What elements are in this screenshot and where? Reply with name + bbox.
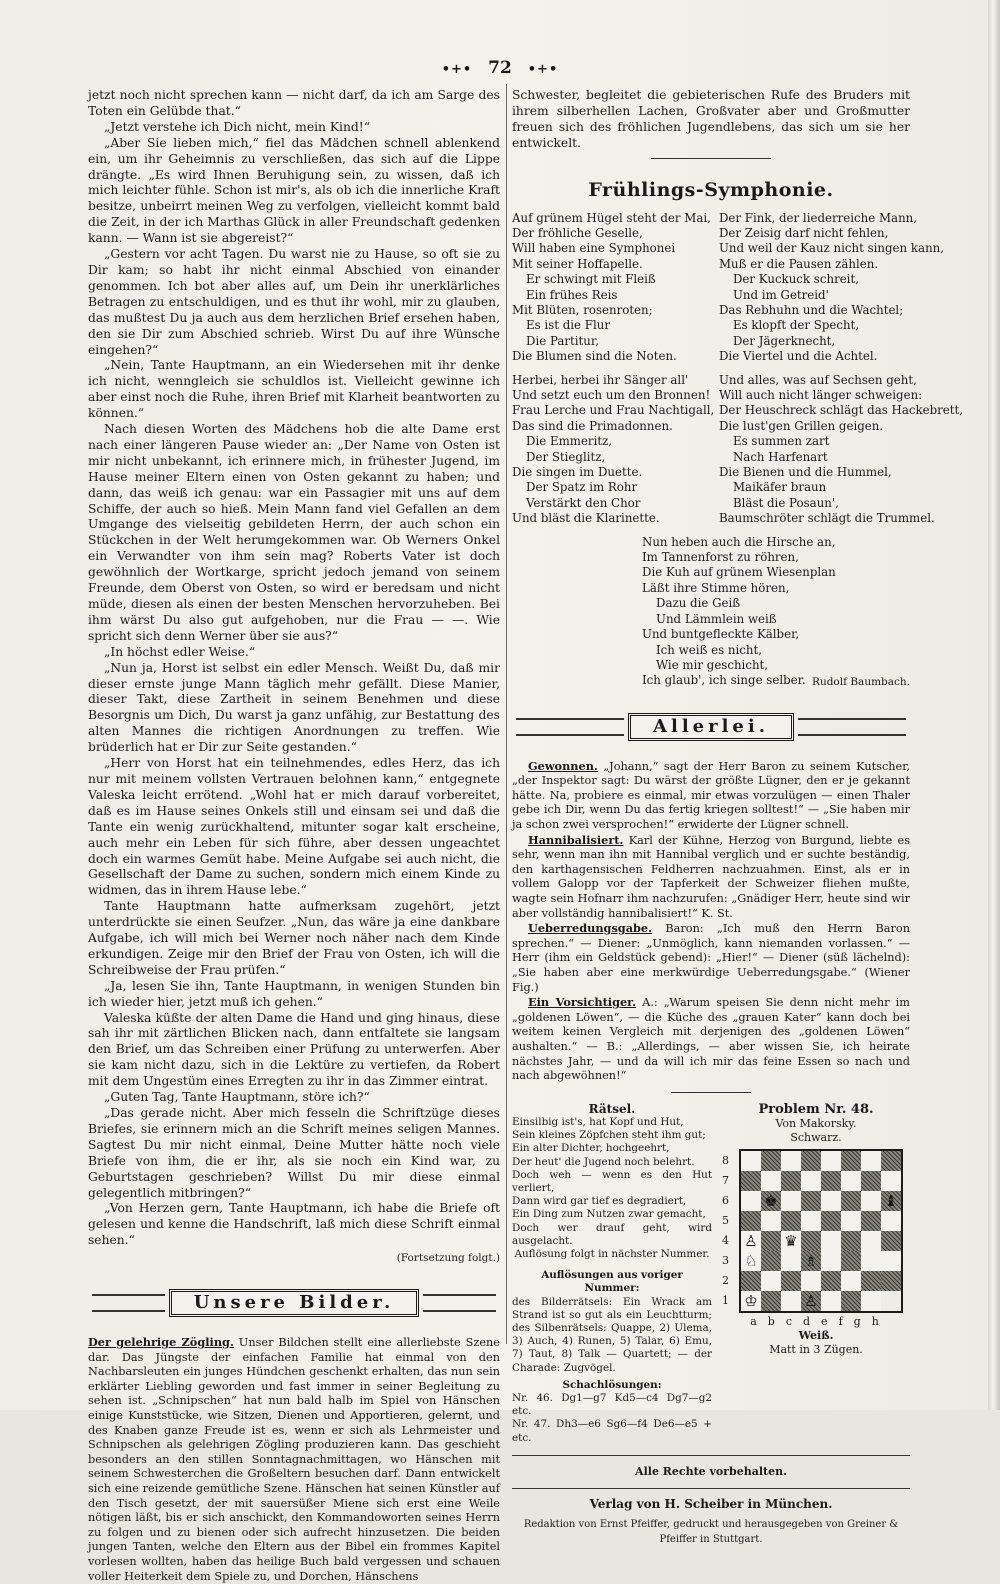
board-square [841, 1251, 861, 1271]
chess-piece: ♘ [741, 1251, 761, 1271]
poem-line: Mit seiner Hoffapelle. [512, 256, 643, 271]
column-divider [506, 84, 507, 1344]
chess-piece: ♙ [741, 1231, 761, 1251]
poem-stanza-1 [512, 210, 945, 365]
footer [512, 1455, 910, 1549]
board-square [801, 1231, 821, 1251]
poem-stanza-1-left [512, 210, 711, 365]
board-square [881, 1171, 901, 1191]
bilder-body: Unser Bildchen stellt eine allerliebste Szene dar. Das Jüngste der einfachen Familie hat einmal von den Nachbarsleuten ein junges Hündchen geschenkt erhalten, das nun sein erklärter Liebling geworden und fast immer in seiner Begleitung zu sehen ist. „Schnipschen“ hat nun bald halb im Spiel von Hänschen einige Kunststücke, wie Sitzen, Dienen und Apportieren, gelernt, und des Knaben ganze Freude ist es, wenn er sich als Lehrmeister und Schnipschen als gelehrigen Zögling produzieren kann. Das geschieht besonders an den stillen Sonntagnachmittagen, wo Hänschen mit seinem Schwesterchen die Großeltern besuchen darf. Dann entwickelt sich eine reizende gemütliche Szene. Hänschen hat seinen Künstler auf den Tisch gesetzt, der mit sauersüßer Miene sich erst eine Weile nötigen läßt, bis er sich anschickt, den Kommandoworten seines Herrn zu folgen und zu bienen oder sich aufrecht hinzusetzen. Die beiden jungen Tanten, welche den Eltern aus der Bibel ein frommes Kapitel vorlesen wollten, haben das heilige Buch bald vergessen und schauen voller Heiterkeit dem Spiele zu, und Dorchen, Hänschens [88, 1336, 500, 1583]
board-file-label: b [767, 1314, 786, 1328]
allerlei-item-lead: Hannibalisiert. [528, 832, 624, 847]
poem-line: Maikäfer braun [732, 480, 827, 495]
poem-line: Nun heben auch die Hirsche an, [642, 534, 836, 549]
board-square [841, 1231, 861, 1251]
allerlei-item-text: Karl der Kühne, Herzog von Burgund, liebte es sehr, wenn man ihn mit Hannibal verglich und er suchte beständig, den karthagensischen Feldherren nachzuahmen. Einst, als er in vollem Galopp vor der Tapferkeit der Schweizer fliehen mußte, wagte sein Hofnarr ihm nachzurufen: „Gnädiger Herr, heute sind wir aber vollständig hannibalisiert!“ K. St. [512, 833, 910, 920]
story-paragraph: „Ja, lesen Sie ihn, Tante Hauptmann, in wenigen Stunden bin ich wieder hier, jetzt muß ich gehen.“ [88, 978, 500, 1009]
board-ranks [722, 1151, 732, 1315]
story-paragraph: Nach diesen Worten des Mädchens hob die alte Dame erst nach einer längeren Pause wieder an: „Der Name von Osten ist mir nicht unbekannt, ich erinnere mich, in frühester Jugend, im Hause meiner Eltern einen von Osten gekannt zu haben; und dann, das weiß ich genau: war ein Passagier mit uns auf dem Schiffe, der auch so hieß. Mein Mann fand viel Gefallen an dem Umgange des vielseitig gebildeten Herrn, der auch schon ein Stückchen in der Welt herumgekommen war. Ob Werners Onkel ein Verwandter von ihm sein mag? Roberts Vater ist doch gewöhnlich der Wortkarge, spricht jedoch jemand von seinem Freunde, dem Oberst von Osten, so wird er beredsam und nicht müde, diesen als einen der besten Menschen hervorzuheben. Bei ihm wärst Du also gut aufgehoben, nur die Frau — —. Wie spricht sich denn Werner über sie aus?“ [88, 422, 500, 643]
header-ornament-left: •+• [441, 62, 473, 77]
riddle-line: Doch weh — wenn es den Hut verliert, [512, 1168, 712, 1194]
allerlei-item-text: „Johann,“ sagt der Herr Baron zu seinem Kutscher, „der Inspektor sagt: Du wärst der größte Lügner, den er je gekannt hätte. Na, probiere es einmal, mir etwas vorzulügen — einen Thaler gebe ich Dir, wenn Du das fertig kriegen solltest!“ — „Sie haben mir ja schon zwei versprochen!“ erwiderte der Lügner schnell. [512, 759, 910, 831]
board-file-label: g [853, 1314, 872, 1328]
board-square [881, 1251, 901, 1271]
poem-line: Und weil der Kauz nicht singen kann, [718, 241, 945, 256]
board-square [841, 1291, 861, 1311]
header-ornament-right: •+• [527, 62, 559, 77]
board-rank-label: 2 [722, 1273, 729, 1287]
allerlei-item-lead: Ein Vorsichtiger. [528, 995, 637, 1010]
poem-line: Der Heuschreck schlägt das Hackebrett, [718, 403, 964, 418]
page-edge [988, 0, 1000, 1410]
board-square [741, 1271, 761, 1291]
poem-stanza-2-right [718, 372, 964, 527]
story-paragraph: Valeska küßte der alten Dame die Hand und ging hinaus, diese sah ihr mit zärtlichen Blicken nach, dann entfaltete sie langsam den Brief, um das Schreiben einer Prüfung zu unterwerfen. Aber sie kam nicht dazu, sich in die Lektüre zu vertiefen, da Robert mit dem Ungestüm eines Erregten zu ihr in das Zimmer eintrat. [88, 1010, 500, 1089]
board-square [781, 1171, 801, 1191]
banner-ornament-left [516, 718, 624, 736]
board-square [781, 1271, 801, 1291]
board-square [861, 1191, 881, 1211]
story-paragraph: „Nein, Tante Hauptmann, an ein Wiedersehen mit ihr denke ich nicht, wenngleich sie schuldlos ist. Vielleicht gewinne ich aber einst noch die Ruhe, ihren Brief mit Klarheit beantworten zu können.“ [88, 358, 500, 421]
board-square [881, 1211, 901, 1231]
story-paragraph: „Aber Sie lieben mich,“ fiel das Mädchen schnell ablenkend ein, um ihr Geheimnis zu verschließen, das sich auf die Lippe drängte. „Es wird Ihnen Beruhigung sein, zu wissen, daß ich mich leichter fühle. Schon ist mir's, als ob ich die innerliche Kraft besitze, unbeirrt meinen Weg zu verfolgen, vielleicht kommt bald die Zeit, in der ich Marthas Glück in aller Freundschaft gedenken kann. — Wann ist sie abgereist?“ [88, 135, 500, 246]
poem-line: Das sind die Primadonnen. [512, 418, 673, 433]
poem-line: Er schwingt mit Fleiß [526, 272, 656, 287]
board-file-label: a [750, 1314, 768, 1328]
story-paragraph: „Gestern vor acht Tagen. Du warst nie zu Hause, so oft sie zu Dir kam; so habt ihr nicht einmal Abschied von einander genommen. Ich bot aber alles auf, um Dein ihr unerklärliches Betragen zu entschuldigen, und es thut ihr wohl, mir zu glauben, das mußtest Du ja auch aus dem herzlichen Brief ersehen haben, den sie Dir zum Abschied schrieb. Wirst Du auf ihre Wünsche eingehen?“ [88, 247, 500, 357]
board-square [801, 1191, 821, 1211]
board-file-label: f [838, 1314, 854, 1328]
poem-line: Die Viertel und die Achtel. [718, 349, 878, 364]
board-square [801, 1211, 821, 1231]
poem-line: Herbei, herbei ihr Sänger all' [512, 372, 689, 387]
allerlei-item-lead: Gewonnen. [528, 758, 598, 773]
riddle-line: Sein kleines Zöpfchen steht ihm gut; [512, 1129, 706, 1142]
poem-line: Der Stieglitz, [526, 449, 606, 464]
section-title: Unsere Bilder. [169, 1289, 420, 1317]
board-square [741, 1211, 761, 1231]
banner-ornament-left [92, 1294, 165, 1312]
solutions-text: des Bilderrätsels: Ein Wrack am Strand ist so gut als ein Leuchtturm; des Silbenrätsels: Quappe, 2) Ulema, 3) Auch, 4) Runen, 5) Talar, 6) Emu, 7) Taut, 8) Talk — Quartett; — der Charade: Zugvögel. [512, 1295, 712, 1374]
banner-ornament-right [798, 718, 906, 736]
chess-piece: ♙ [801, 1291, 821, 1311]
poem-line: Bläst die Posaun', [732, 495, 839, 510]
poem-line: Der Spatz im Rohr [526, 480, 638, 495]
board-square [821, 1171, 841, 1191]
board-square [821, 1291, 841, 1311]
board-rank-label: 1 [722, 1293, 729, 1307]
problem-white-label: Weiß. [798, 1328, 834, 1342]
board-square [801, 1271, 821, 1291]
chess-solutions-title: Schachlösungen: [562, 1378, 662, 1391]
board-file-label: d [803, 1314, 822, 1328]
publisher: Verlag von H. Scheiber in München. [589, 1496, 833, 1511]
board-square [821, 1191, 841, 1211]
poem-line: Baumschröter schlägt die Trummel. [718, 511, 935, 526]
board-square [861, 1151, 881, 1171]
poem-line: Verstärkt den Chor [526, 495, 641, 510]
puzzles-section [512, 1103, 910, 1445]
page-number: 72 [488, 58, 512, 78]
poem-line: Wie mir geschicht, [656, 657, 769, 672]
board-square [761, 1151, 781, 1171]
board-square [801, 1151, 821, 1171]
board-square [861, 1171, 881, 1191]
board-square [881, 1151, 901, 1171]
poem-line: Ich weiß es nicht, [656, 642, 762, 657]
poem-line: Auf grünem Hügel steht der Mai, [512, 210, 711, 225]
board-square [821, 1231, 841, 1251]
solutions-title: Auflösungen aus voriger Nummer: [541, 1269, 683, 1295]
poem-line: Mit Blüten, rosenroten; [512, 302, 653, 317]
poem-line: Nach Harfenart [732, 449, 828, 464]
left-column [88, 88, 500, 1584]
rule [512, 1455, 910, 1456]
board-square [761, 1171, 781, 1191]
chess-solutions [512, 1392, 712, 1445]
poem-line: Und bläst die Klarinette. [512, 511, 660, 526]
continued-note: (Fortsetzung folgt.) [396, 1252, 500, 1265]
allerlei-item [512, 921, 910, 995]
riddle-line: Ein Ding zum Nutzen zwar gemacht, [512, 1208, 706, 1221]
poem-line: Und Lämmlein weiß [656, 611, 777, 626]
poem-line: Der fröhliche Geselle, [512, 225, 643, 240]
intro-text: Schwester, begleitet die gebieterischen Rufe des Bruders mit ihrem silberhellen Lachen, Großvater aber und Großmutter freuen sich des fröhlichen Jugendlebens, das sich um sie her entwickelt. [512, 88, 910, 150]
riddle-line: Einsilbig ist's, hat Kopf und Hut, [512, 1115, 684, 1128]
poem-line: Es summen zart [732, 434, 830, 449]
board-square [781, 1191, 801, 1211]
board-rank-label: 3 [722, 1253, 729, 1267]
story-text [88, 88, 500, 1249]
poem-line: Will haben eine Symphonei [512, 241, 676, 256]
poem-line: Die Emmeritz, [526, 434, 613, 449]
right-column [512, 88, 964, 1548]
riddle-lines [512, 1116, 712, 1248]
allerlei-title: Allerlei. [628, 713, 794, 741]
poem-stanza-2-left [512, 372, 715, 527]
bilder-text [88, 1335, 500, 1584]
poem-line: Muß er die Pausen zählen. [718, 256, 879, 271]
board-square [861, 1211, 881, 1231]
chess-piece: ♝ [881, 1191, 901, 1211]
board-square [841, 1211, 861, 1231]
page-header [0, 58, 1000, 78]
rule [512, 1488, 910, 1489]
poem-line: Es klopft der Specht, [732, 318, 860, 333]
board-square [781, 1151, 801, 1171]
chess-piece: ♔ [741, 1291, 761, 1311]
board-square [761, 1231, 781, 1251]
rights-note: Alle Rechte vorbehalten. [635, 1464, 787, 1478]
allerlei-item-lead: Ueberredungsgabe. [528, 921, 653, 936]
board-square [881, 1271, 901, 1291]
problem-task: Matt in 3 Zügen. [769, 1342, 863, 1356]
chess-solution-line: Nr. 47. Dh3—e6 Sg6—f4 De6—e5 + etc. [512, 1418, 712, 1444]
chess-problem [722, 1103, 910, 1445]
poem-stanza-1-right [718, 210, 945, 365]
riddle-note: Auflösung folgt in nächster Nummer. [514, 1247, 710, 1260]
banner-ornament-right [423, 1294, 496, 1312]
board-square [781, 1251, 801, 1271]
poem-line: Läßt ihre Stimme hören, [642, 580, 790, 595]
board-square [861, 1251, 881, 1271]
board-square [761, 1211, 781, 1231]
problem-black-label: Schwarz. [790, 1130, 842, 1144]
poem-line: Der Fink, der liederreiche Mann, [718, 210, 918, 225]
story-paragraph: „Guten Tag, Tante Hauptmann, störe ich?“ [104, 1090, 370, 1105]
chess-solution-line: Nr. 46. Dg1—g7 Kd5—c4 Dg7—g2 etc. [512, 1391, 712, 1418]
board-rank-label: 5 [722, 1213, 729, 1227]
story-paragraph: „Jetzt verstehe ich Dich nicht, mein Kind!“ [104, 119, 370, 134]
board-square [821, 1211, 841, 1231]
poem-line: Und buntgefleckte Kälber, [642, 627, 800, 642]
poem-line: Im Tannenforst zu röhren, [642, 550, 799, 565]
poem-line: Der Jägerknecht, [732, 333, 836, 348]
problem-author: Von Makorsky. [775, 1116, 857, 1130]
allerlei-item [512, 759, 910, 833]
board-square [781, 1211, 801, 1231]
poem-line: Und setzt euch um den Bronnen! [512, 388, 711, 402]
board-rank-label: 8 [722, 1153, 729, 1167]
poem-line: Die Kuh auf grünem Wiesenplan [642, 565, 836, 580]
poem-line: Dazu die Geiß [656, 596, 741, 611]
poem-line: Die Partitur, [526, 333, 599, 348]
story-paragraph: „Nun ja, Horst ist selbst ein edler Mensch. Weißt Du, daß mir dieser ernste junge Mann täglich mehr gefällt. Diese Manier, dieser Takt, diese Zartheit in seinem Benehmen und diese Besorgnis um Dich, Du warst ja ganz unfähig, zur Bestattung des alten Mannes die richtigen Anordnungen zu treffen. Wie brüderlich hat er Dir zur Seite gestanden.“ [88, 660, 500, 755]
board-square [841, 1151, 861, 1171]
allerlei-item-text: A.: „Warum speisen Sie denn nicht mehr im „goldenen Löwen“, — die Küche des „grauen Kater“ kann doch bei weitem keinen Vergleich mit derjenigen des „goldenen Löwen“ aushalten.“ — B.: „Allerdings, — aber wissen Sie, ich heirate nächstes Jahr, — und da will ich mir das feine Essen so nach und nach abgewöhnen!“ [512, 996, 910, 1083]
board-square [861, 1271, 881, 1291]
chess-piece: ♗ [801, 1251, 821, 1271]
poem-line: Die Bienen und die Hummel, [718, 465, 892, 480]
board-square [761, 1271, 781, 1291]
problem-title: Problem Nr. 48. [758, 1101, 874, 1117]
story-paragraph: „Von Herzen gern, Tante Hauptmann, ich habe die Briefe oft gelesen und kenne die Handschrift, laß mich diese Schrift einmal sehen.“ [88, 1201, 500, 1248]
bilder-lead: Der gelehrige Zögling. [88, 1335, 234, 1350]
riddle-title: Rätsel. [588, 1101, 636, 1116]
solutions-block [512, 1269, 712, 1445]
board-square [841, 1271, 861, 1291]
board-square [861, 1291, 881, 1311]
board-rank-label: 4 [722, 1233, 729, 1247]
riddle-block [512, 1103, 712, 1445]
poem-stanza-3 [642, 535, 910, 689]
board-files [730, 1315, 910, 1329]
rule [671, 1092, 751, 1093]
story-paragraph: Tante Hauptmann hatte aufmerksam zugehört, jetzt unterdrückte sie einen Seufzer. „Nun, das wäre ja eine dankbare Aufgabe, ich will mich bei Werner noch näher nach dem Kinde erkundigen. Zeige mir den Brief der Frau von Osten, ich will die Schreibweise der Frau prüfen.“ [88, 899, 500, 977]
riddle-line: Ein alter Dichter, hochgeehrt, [512, 1142, 670, 1155]
chess-piece: ♛ [781, 1231, 801, 1251]
chess-board [739, 1149, 903, 1313]
board-square [841, 1191, 861, 1211]
allerlei-items [512, 759, 910, 1084]
board-file-label: h [871, 1314, 890, 1328]
poem-line: Frau Lerche und Frau Nachtigall, [512, 403, 715, 418]
poem-line: Das Rebhuhn und die Wachtel; [718, 302, 904, 317]
poem-line: Der Zeisig darf nicht fehlen, [718, 225, 889, 240]
board-square [821, 1271, 841, 1291]
board-square [821, 1251, 841, 1271]
poem-author: Rudolf Baumbach. [812, 675, 910, 688]
board-square [761, 1251, 781, 1271]
story-paragraph: „Das gerade nicht. Aber mich fesseln die Schriftzüge dieses Briefes, sie erinnern mich an die Schrift meines seligen Mannes. Sagtest Du mir nicht einmal, Deine Mutter hätte noch viele Briefe von ihm, die er ihr, als sie noch ein Kind war, zu Geburtstagen geschrieben? Willst Du mir diese einmal gelegentlich mitbringen?“ [88, 1106, 500, 1200]
allerlei-item [512, 833, 910, 922]
allerlei-item-text: Baron: „Ich muß den Herrn Baron sprechen.“ — Diener: „Unmöglich, kann niemanden vorlassen.“ — Herr (ihm ein Geldstück gebend): „Hier!“ — Diener (süß lächelnd): „Sie haben aber eine merkwürdige Ueberredungsgabe.“ (Wiener Fig.) [512, 922, 910, 994]
poem-line: Die lust'gen Grillen geigen. [718, 418, 884, 433]
allerlei-item [512, 995, 910, 1084]
board-square [761, 1291, 781, 1311]
board-square [741, 1191, 761, 1211]
story-paragraph: „Herr von Horst hat ein teilnehmendes, edles Herz, das ich nur mit meinem vollsten Vertrauen belohnen kann,“ entgegnete Valeska leicht errötend. „Wohl hat er mich darauf vorbereitet, daß es im Hause seines Onkels still und einsam sei und daß die Tante ein wenig zurückhaltend, mitunter sogar kalt erscheine, auch mehr ein Leben für sich führe, aber dessen ungeachtet doch ein warmes Gemüt habe. Meine Aufgabe sei auch nicht, die Gesellschaft der Dame zu suchen, sondern mich einem Kinde zu widmen, das in ihrem Hause lebe.“ [88, 756, 500, 898]
board-rank-label: 7 [722, 1173, 729, 1187]
board-square [841, 1171, 861, 1191]
imprint: Redaktion von Ernst Pfeiffer, gedruckt und herausgegeben von Greiner & Pfeiffer in Stuttgart. [523, 1518, 899, 1546]
chess-piece: ♚ [761, 1191, 781, 1211]
poem-line: Und im Getreid' [732, 287, 829, 302]
board-file-label: e [821, 1314, 839, 1328]
story-paragraph: jetzt noch nicht sprechen kann — nicht darf, da ich am Sarge des Toten ein Gelübde that.“ [88, 88, 500, 118]
poem-line: Ich glaub', ich singe selber. [642, 673, 806, 688]
poem-title: Frühlings-Symphonie. [588, 178, 834, 201]
poem-line: Die Blumen sind die Noten. [512, 349, 677, 364]
board-square [801, 1171, 821, 1191]
board-file-label: c [785, 1314, 803, 1328]
board-square [741, 1151, 761, 1171]
poem-line: Die singen im Duette. [512, 465, 643, 480]
poem-line: Es ist die Flur [526, 318, 610, 333]
riddle-line: Der heut' die Jugend noch belehrt. [512, 1155, 695, 1168]
poem-line: Der Kuckuck schreit, [732, 272, 859, 287]
board-rank-label: 6 [722, 1193, 729, 1207]
rule [651, 158, 771, 159]
poem-stanza-2 [512, 372, 964, 527]
section-banner-allerlei [512, 709, 910, 745]
board-square [741, 1171, 761, 1191]
poem-line: Ein frühes Reis [526, 287, 618, 302]
riddle-line: Doch wer drauf geht, wird ausgelacht. [512, 1221, 712, 1247]
riddle-line: Dann wird gar tief es degradiert, [512, 1195, 687, 1208]
board-square [821, 1151, 841, 1171]
section-banner-unsere-bilder [88, 1285, 500, 1321]
board-square [781, 1291, 801, 1311]
board-square [881, 1231, 901, 1251]
board-square [861, 1231, 881, 1251]
poem-line: Und alles, was auf Sechsen geht, [718, 372, 917, 387]
story-paragraph: „In höchst edler Weise.“ [104, 644, 256, 659]
poem-line: Will auch nicht länger schweigen: [718, 388, 923, 402]
